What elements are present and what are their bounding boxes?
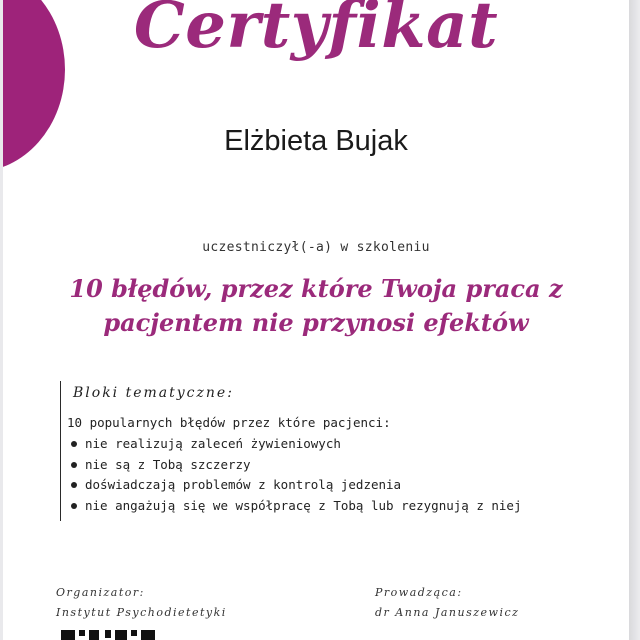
participation-text: uczestniczył(-a) w szkoleniu — [202, 240, 430, 255]
organizer-name: Instytut Psychodietetyki — [56, 606, 227, 619]
trainer-label: Prowadząca: — [375, 586, 463, 599]
list-item — [67, 434, 522, 455]
bullet-icon — [71, 482, 77, 488]
topics-intro: 10 popularnych błędów przez które pacjenci: — [67, 415, 391, 430]
list-item-text: nie są z Tobą szczerzy — [85, 456, 251, 472]
list-item — [67, 475, 522, 496]
qr-code-icon — [61, 630, 155, 640]
bullet-icon — [71, 462, 77, 468]
topics-section — [60, 381, 522, 521]
course-title — [43, 272, 589, 340]
topics-heading: Bloki tematyczne: — [73, 385, 234, 401]
list-item-text: nie angażują się we współpracę z Tobą lub rezygnują z niej — [85, 497, 522, 513]
trainer-name: dr Anna Januszewicz — [375, 606, 520, 619]
list-item — [67, 455, 522, 476]
certificate-title: Certyfikat — [133, 0, 499, 63]
course-title-line-1: 10 błędów, przez które Twoja praca z — [69, 274, 563, 303]
bullet-icon — [71, 503, 77, 509]
recipient-name: Elżbieta Bujak — [224, 125, 408, 157]
certificate-page — [3, 0, 629, 640]
list-item-text: doświadczają problemów z kontrolą jedzenia — [85, 477, 402, 492]
page-edge-shadow — [629, 0, 640, 640]
topics-list — [67, 434, 522, 516]
list-item-text: nie realizują zaleceń żywieniowych — [85, 436, 341, 451]
course-title-line-2: pacjentem nie przynosi efektów — [103, 308, 529, 337]
bullet-icon — [71, 441, 77, 447]
list-item — [67, 496, 522, 517]
organizer-label: Organizator: — [56, 586, 145, 599]
